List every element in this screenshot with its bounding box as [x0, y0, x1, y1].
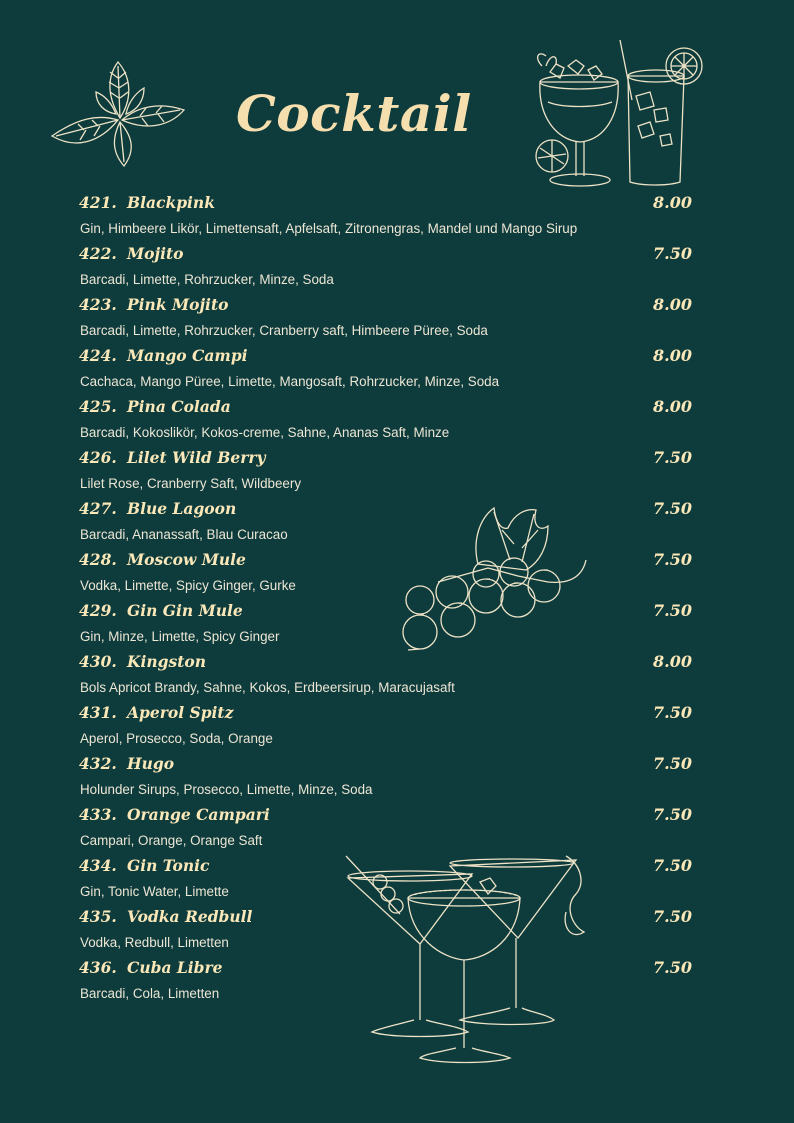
cocktail-list: [0, 191, 794, 1007]
item-number: 427.: [79, 499, 117, 518]
item-name: Moscow Mule: [127, 550, 246, 569]
item-name: Kingston: [127, 652, 206, 671]
item-description: Gin, Himbeere Likör, Limettensaft, Apfelsaft, Zitronengras, Mandel und Mango Sirup: [80, 221, 578, 236]
item-price: 8.00: [653, 397, 692, 416]
list-item: [0, 752, 794, 803]
item-description: Campari, Orange, Orange Saft: [80, 833, 263, 848]
item-name: Blackpink: [127, 193, 215, 212]
item-name: Lilet Wild Berry: [127, 448, 266, 467]
item-price: 8.00: [653, 346, 692, 365]
item-number: 430.: [79, 652, 117, 671]
item-number: 421.: [79, 193, 117, 212]
item-number: 425.: [79, 397, 117, 416]
item-price: 7.50: [653, 550, 692, 569]
list-item: [0, 599, 794, 650]
item-heading: [79, 244, 184, 263]
item-price: 7.50: [653, 805, 692, 824]
item-heading: [79, 550, 246, 569]
list-item: [0, 803, 794, 854]
item-name: Aperol Spitz: [127, 703, 234, 722]
item-price: 7.50: [653, 856, 692, 875]
item-description: Barcadi, Limette, Rohrzucker, Cranberry saft, Himbeere Püree, Soda: [80, 323, 488, 338]
item-price: 7.50: [653, 958, 692, 977]
item-heading: [79, 346, 248, 365]
item-price: 8.00: [653, 193, 692, 212]
item-price: 8.00: [653, 295, 692, 314]
item-number: 426.: [79, 448, 117, 467]
item-number: 428.: [79, 550, 117, 569]
list-item: [0, 395, 794, 446]
item-name: Cuba Libre: [127, 958, 223, 977]
item-number: 423.: [79, 295, 117, 314]
item-price: 7.50: [653, 499, 692, 518]
item-heading: [79, 907, 252, 926]
item-name: Gin Tonic: [127, 856, 210, 875]
item-number: 432.: [79, 754, 117, 773]
item-description: Aperol, Prosecco, Soda, Orange: [80, 731, 273, 746]
item-description: Barcadi, Cola, Limetten: [80, 986, 220, 1001]
list-item: [0, 293, 794, 344]
item-heading: [79, 856, 209, 875]
item-name: Gin Gin Mule: [127, 601, 243, 620]
list-item: [0, 854, 794, 905]
item-number: 429.: [79, 601, 117, 620]
list-item: [0, 446, 794, 497]
item-heading: [79, 958, 223, 977]
item-description: Barcadi, Ananassaft, Blau Curacao: [80, 527, 288, 542]
item-heading: [79, 448, 266, 467]
item-description: Bols Apricot Brandy, Sahne, Kokos, Erdbeersirup, Maracujasaft: [80, 680, 455, 695]
item-heading: [79, 397, 231, 416]
item-name: Pina Colada: [127, 397, 231, 416]
item-heading: [79, 703, 233, 722]
item-price: 7.50: [653, 754, 692, 773]
mint-leaves-icon: [48, 58, 188, 168]
list-item: [0, 191, 794, 242]
item-number: 431.: [79, 703, 117, 722]
item-number: 435.: [79, 907, 117, 926]
item-name: Mojito: [127, 244, 184, 263]
item-description: Vodka, Redbull, Limetten: [80, 935, 229, 950]
item-name: Pink Mojito: [127, 295, 229, 314]
item-heading: [79, 295, 228, 314]
list-item: [0, 497, 794, 548]
item-heading: [79, 652, 206, 671]
item-heading: [79, 754, 174, 773]
item-description: Lilet Rose, Cranberry Saft, Wildbeery: [80, 476, 302, 491]
item-description: Cachaca, Mango Püree, Limette, Mangosaft, Rohrzucker, Minze, Soda: [80, 374, 500, 389]
item-description: Holunder Sirups, Prosecco, Limette, Minze, Soda: [80, 782, 373, 797]
item-description: Barcadi, Kokoslikör, Kokos-creme, Sahne, Ananas Saft, Minze: [80, 425, 450, 440]
item-price: 8.00: [653, 652, 692, 671]
item-name: Orange Campari: [127, 805, 270, 824]
list-item: [0, 242, 794, 293]
list-item: [0, 344, 794, 395]
item-price: 7.50: [653, 703, 692, 722]
item-price: 7.50: [653, 907, 692, 926]
list-item: [0, 905, 794, 956]
item-price: 7.50: [653, 448, 692, 467]
item-number: 422.: [79, 244, 117, 263]
item-number: 436.: [79, 958, 117, 977]
item-heading: [79, 601, 243, 620]
page-title: Cocktail: [236, 84, 472, 143]
list-item: [0, 548, 794, 599]
item-number: 433.: [79, 805, 117, 824]
item-description: Gin, Minze, Limette, Spicy Ginger: [80, 629, 280, 644]
item-number: 434.: [79, 856, 117, 875]
list-item: [0, 650, 794, 701]
item-number: 424.: [79, 346, 117, 365]
item-heading: [79, 499, 236, 518]
cocktail-glasses-icon: [528, 36, 708, 192]
item-price: 7.50: [653, 601, 692, 620]
item-price: 7.50: [653, 244, 692, 263]
item-description: Barcadi, Limette, Rohrzucker, Minze, Soda: [80, 272, 334, 287]
list-item: [0, 701, 794, 752]
item-description: Vodka, Limette, Spicy Ginger, Gurke: [80, 578, 296, 593]
item-name: Vodka Redbull: [127, 907, 253, 926]
item-heading: [79, 805, 270, 824]
item-heading: [79, 193, 215, 212]
item-name: Hugo: [127, 754, 175, 773]
item-name: Mango Campi: [127, 346, 248, 365]
item-name: Blue Lagoon: [127, 499, 237, 518]
item-description: Gin, Tonic Water, Limette: [80, 884, 229, 899]
list-item: [0, 956, 794, 1007]
